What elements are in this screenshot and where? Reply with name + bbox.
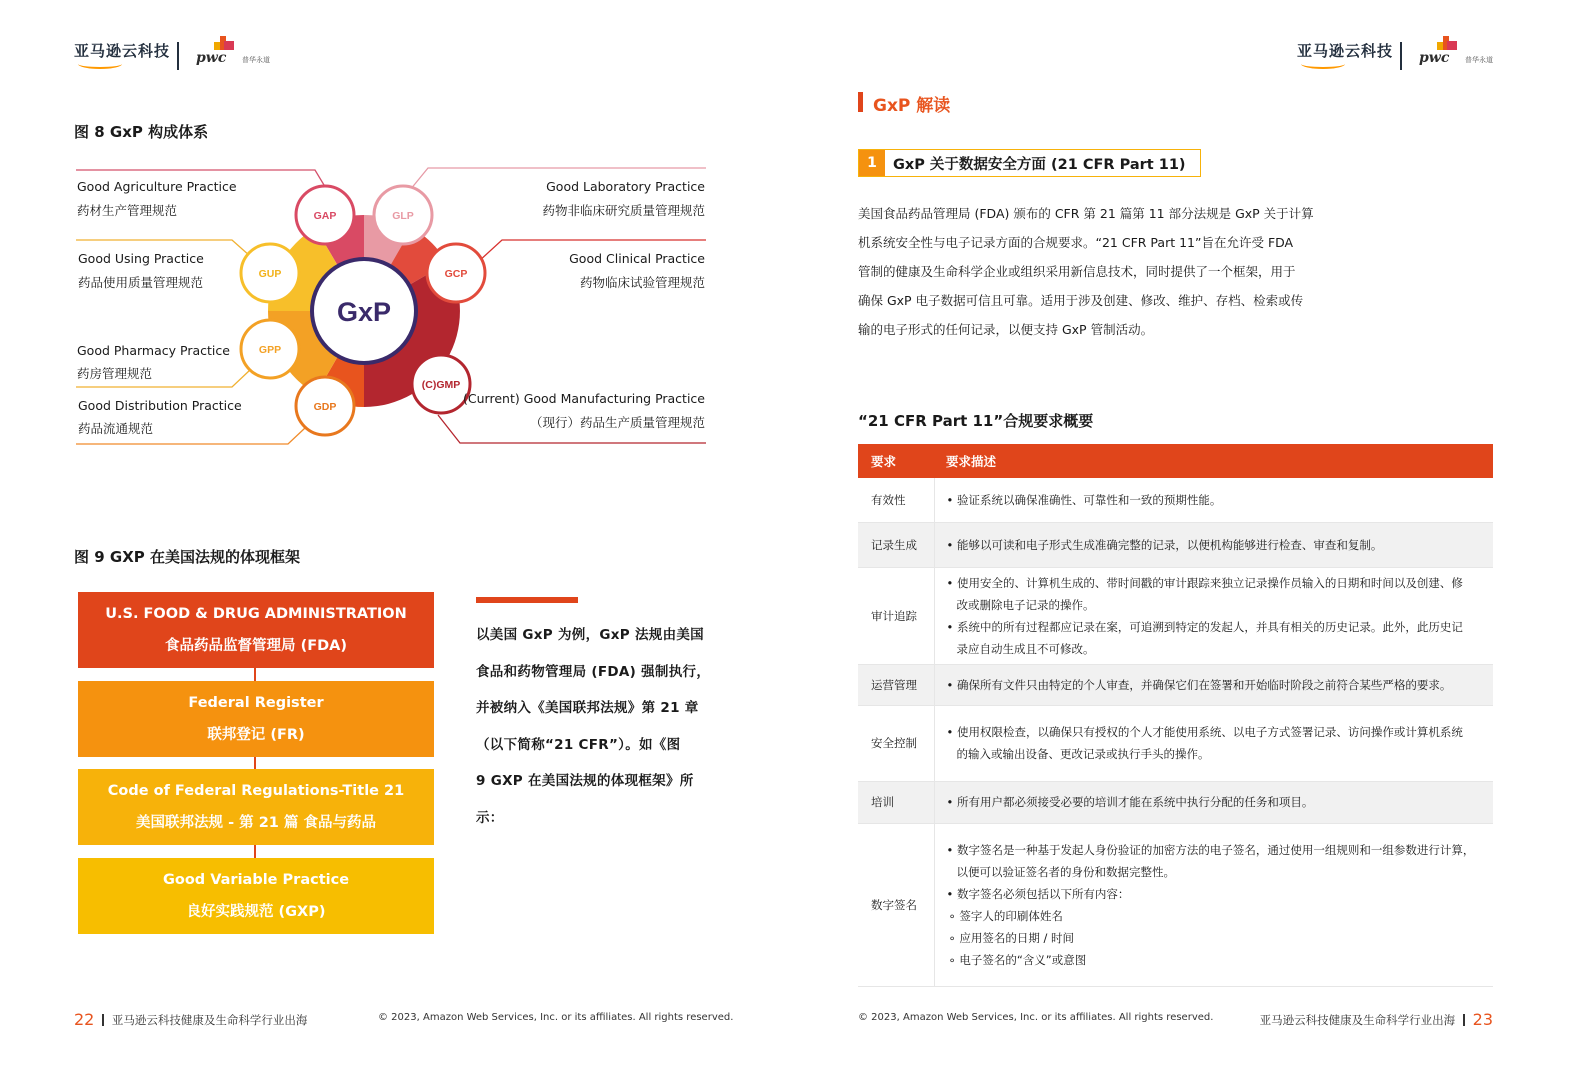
left-footer: [74, 1010, 307, 1029]
row-key: 有效性: [858, 478, 934, 522]
gcp-label-cn: 药物临床试验管理规范: [579, 275, 705, 290]
row-item: 的输入或输出设备、更改记录或执行手头的操作。: [956, 747, 1210, 761]
table-title: “21 CFR Part 11”合规要求概要: [858, 412, 1094, 430]
aws-smile-icon: [78, 59, 122, 69]
row-item: • 确保所有文件只由特定的个人审查，并确保它们在签署和开始临时阶段之前符合某些严格的要求。: [946, 677, 1452, 692]
header-requirement: 要求: [858, 444, 934, 478]
row-item: 录应自动生成且不可修改。: [956, 641, 1095, 656]
row-item: • 数字签名必须包括以下所有内容：: [946, 886, 1130, 901]
gxp-box: [78, 858, 434, 934]
row-item: • 使用安全的、计算机生成的、带时间戳的审计跟踪来独立记录操作员输入的日期和时间以及创建、修: [946, 575, 1463, 590]
cfr-title21-box: [78, 769, 434, 845]
side-text-accent-bar: [476, 597, 578, 603]
paragraph-line: 管制的健康及生命科学企业或组织采用新信息技术，同时提供了一个框架，用于: [858, 264, 1296, 279]
row-item: ∘ 签字人的印刷体姓名: [948, 908, 1063, 923]
fda-box: [78, 592, 434, 668]
fig8-title: 图 8 GxP 构成体系: [74, 123, 209, 141]
gdp-label-cn: 药品流通规范: [78, 421, 154, 436]
gmp-label-en: (Current) Good Manufacturing Practice: [463, 391, 705, 406]
federal-register-en: Federal Register: [188, 695, 324, 711]
gxp-box-cn: 良好实践规范 (GXP): [186, 904, 326, 920]
row-key: 审计追踪: [858, 567, 934, 664]
footer-copyright-left: © 2023, Amazon Web Services, Inc. or its affiliates. All rights reserved.: [378, 1012, 734, 1023]
gdp-label-en: Good Distribution Practice: [78, 398, 242, 413]
paragraph-line: 确保 GxP 电子数据可信且可靠。适用于涉及创建、修改、维护、存档、检索或传: [858, 293, 1304, 308]
gxp-box-en: Good Variable Practice: [162, 872, 350, 888]
side-text-line: （以下简称“21 CFR”）。如《图: [476, 736, 681, 753]
gdp-circle-label: GDP: [313, 401, 337, 413]
table-row: [858, 781, 1493, 823]
fig9-title: 图 9 GXP 在美国法规的体现框架: [74, 548, 300, 566]
table-row: [858, 567, 1493, 664]
glp-circle-label: GLP: [392, 210, 414, 222]
paragraph-line: 美国食品药品管理局 (FDA) 颁布的 CFR 第 21 篇第 11 部分法规是 GxP 关于计算: [858, 206, 1314, 221]
side-text-line: 9 GXP 在美国法规的体现框架》所示：: [476, 773, 694, 826]
glp-label-cn: 药物非临床研究质量管理规范: [542, 203, 705, 218]
right-footer: [1260, 1010, 1493, 1029]
gpp-label-en: Good Pharmacy Practice: [77, 343, 230, 358]
gap-label-en: Good Agriculture Practice: [77, 179, 237, 194]
fda-box-en: U.S. FOOD & DRUG ADMINISTRATION: [105, 606, 407, 622]
glp-label-en: Good Laboratory Practice: [546, 179, 705, 194]
row-item: 以便可以验证签名者的身份和数据完整性。: [956, 864, 1175, 879]
gcp-circle-label: GCP: [444, 268, 468, 280]
pwc-logo: pwc: [196, 50, 227, 66]
fda-box-cn: 食品药品监督管理局 (FDA): [165, 638, 347, 654]
pwc-logo: pwc: [1419, 50, 1450, 66]
row-item: • 使用权限检查，以确保只有授权的个人才能使用系统、以电子方式签署记录、访问操作或计算机系统: [946, 725, 1463, 739]
federal-register-box: [78, 681, 434, 757]
paragraph-line: 机系统安全性与电子记录方面的合规要求。“21 CFR Part 11”旨在允许受 FDA: [858, 235, 1294, 250]
aws-smile-icon: [1301, 59, 1345, 69]
subsection-number: 1: [859, 150, 885, 176]
footer-title-left: 亚马逊云科技健康及生命科学行业出海: [111, 1012, 308, 1027]
footer-copyright-right: © 2023, Amazon Web Services, Inc. or its affiliates. All rights reserved.: [858, 1012, 1214, 1023]
row-key: 数字签名: [858, 823, 934, 986]
page-number-right: 23: [1472, 1010, 1493, 1029]
left-header-logos: [74, 40, 284, 76]
paragraph-line: 输的电子形式的任何记录，以便支持 GxP 管制活动。: [858, 322, 1154, 337]
footer-divider: [1463, 1014, 1465, 1026]
requirements-table: [858, 444, 1493, 987]
right-header-logos: [1297, 40, 1507, 76]
pwc-blocks-icon: [214, 36, 234, 50]
gap-circle-label: GAP: [313, 210, 337, 222]
federal-register-cn: 联邦登记 (FR): [207, 727, 305, 743]
row-item: • 能够以可读和电子形式生成准确完整的记录，以便机构能够进行检查、审查和复制。: [946, 537, 1383, 552]
header-description: 要求描述: [934, 444, 1493, 478]
gpp-label-cn: 药房管理规范: [77, 366, 153, 381]
intro-paragraph: [858, 199, 1338, 344]
footer-title-right: 亚马逊云科技健康及生命科学行业出海: [1259, 1012, 1456, 1027]
table-header-row: [858, 444, 1493, 478]
row-key: 培训: [858, 781, 934, 823]
cgmp-circle-label: (C)GMP: [421, 379, 461, 391]
gup-label-en: Good Using Practice: [78, 251, 204, 266]
side-text-line: 食品和药物管理局 (FDA) 强制执行，: [476, 663, 711, 680]
pwc-cn-logo: 普华永道: [242, 56, 270, 64]
logo-divider: [1400, 42, 1402, 70]
table-row: [858, 478, 1493, 522]
table-row: [858, 823, 1493, 986]
row-item: • 验证系统以确保准确性、可靠性和一致的预期性能。: [946, 492, 1222, 507]
pwc-blocks-icon: [1437, 36, 1457, 50]
table-row: [858, 664, 1493, 705]
side-text-line: 并被纳入《美国联邦法规》第 21 章: [476, 700, 699, 716]
subsection-header: [858, 149, 1201, 177]
row-key: 记录生成: [858, 522, 934, 567]
pwc-cn-logo: 普华永道: [1465, 56, 1493, 64]
row-item: • 所有用户都必须接受必要的培训才能在系统中执行分配的任务和项目。: [946, 795, 1314, 809]
page-number-left: 22: [74, 1010, 95, 1029]
gap-label-cn: 药材生产管理规范: [77, 203, 178, 218]
aws-logo: 亚马逊云科技: [74, 42, 171, 60]
row-item: • 数字签名是一种基于发起人身份验证的加密方法的电子签名，通过使用一组规则和一组参数进行计算，: [946, 842, 1475, 857]
table-row: [858, 705, 1493, 781]
row-item: ∘ 应用签名的日期 / 时间: [948, 930, 1075, 945]
gmp-label-cn: （现行）药品生产质量管理规范: [529, 415, 705, 430]
gxp-center-label: GxP: [336, 297, 392, 327]
table-row: [858, 522, 1493, 567]
row-item: 改或删除电子记录的操作。: [956, 597, 1095, 612]
row-key: 安全控制: [858, 705, 934, 781]
cfr-title21-cn: 美国联邦法规 - 第 21 篇 食品与药品: [136, 815, 376, 831]
side-text-line: 以美国 GxP 为例，GxP 法规由美国: [476, 627, 704, 643]
gup-label-cn: 药品使用质量管理规范: [78, 275, 204, 290]
side-text: [476, 617, 716, 836]
row-item: • 系统中的所有过程都应记录在案，可追溯到特定的发起人，并具有相关的历史记录。此外，此历史记: [946, 619, 1463, 634]
footer-divider: [102, 1014, 104, 1026]
subsection-title: GxP 关于数据安全方面 (21 CFR Part 11): [893, 156, 1186, 173]
gup-circle-label: GUP: [258, 268, 282, 280]
cfr-title21-en: Code of Federal Regulations-Title 21: [107, 783, 405, 799]
gpp-circle-label: GPP: [258, 344, 282, 356]
section-title-bar: [858, 92, 863, 112]
row-item: ∘ 电子签名的“含义”或意图: [948, 952, 1087, 967]
aws-logo: 亚马逊云科技: [1297, 42, 1394, 60]
logo-divider: [177, 42, 179, 70]
row-key: 运营管理: [858, 664, 934, 705]
gcp-label-en: Good Clinical Practice: [569, 251, 705, 266]
section-title: GxP 解读: [873, 96, 951, 116]
